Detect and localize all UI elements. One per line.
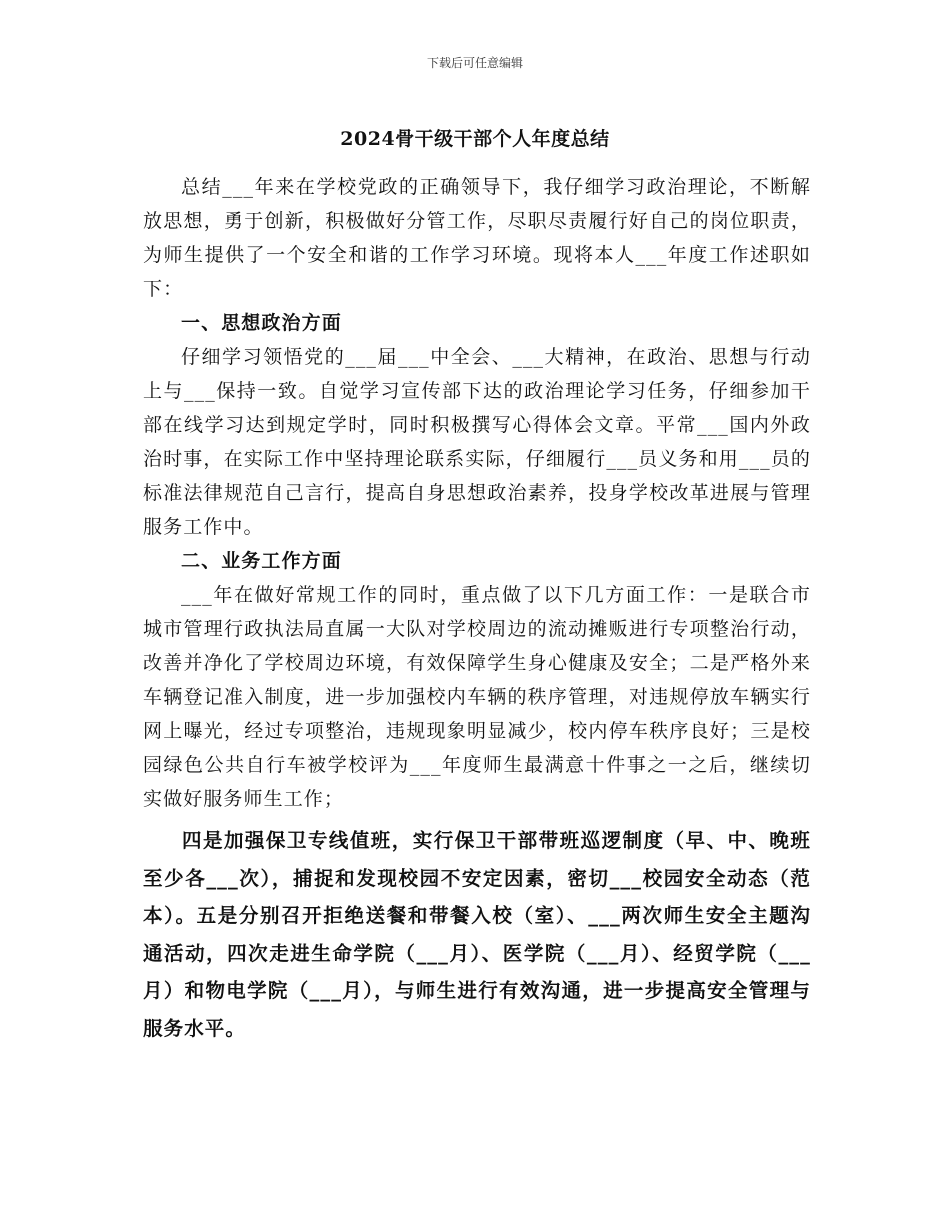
business-paragraph-bold: 四是加强保卫专线值班，实行保卫干部带班巡逻制度（早、中、晚班至少各___次），捕捉和发现校园不安定因素，密切___校园安全动态（范本）。五是分别召开拒绝送餐和带餐入校（室）、___两次师生安全主题沟通活动，四次走进生命学院（___月）、医学院（___月）、经贸学院（___月）和物电学院（___月），与师生进行有效沟通，进一步提高安全管理与服务水平。 (143, 829, 811, 1040)
intro-paragraph: 总结___年来在学校党政的正确领导下，我仔细学习政治理论，不断解放思想，勇于创新，积极做好分管工作，尽职尽责履行好自己的岗位职责，为师生提供了一个安全和谐的工作学习环境。现将本人___年度工作述职如下： (143, 176, 811, 300)
document-title: 2024骨干级干部个人年度总结 (340, 128, 610, 150)
section-heading-business: 二、业务工作方面 (181, 550, 342, 572)
page-header-note: 下载后可任意编辑 (426, 56, 523, 70)
business-paragraph: ___年在做好常规工作的同时，重点做了以下几方面工作：一是联合市城市管理行政执法局直属一大队对学校周边的流动摊贩进行专项整治行动，改善并净化了学校周边环境，有效保障学生身心健康及安全；二是严格外来车辆登记准入制度，进一步加强校内车辆的秩序管理，对违规停放车辆实行网上曝光，经过专项整治，违规现象明显减少，校内停车秩序良好；三是校园绿色公共自行车被学校评为___年度师生最满意十件事之一之后，继续切实做好服务师生工作； (143, 584, 811, 810)
section-heading-political: 一、思想政治方面 (181, 312, 342, 334)
document-body (143, 170, 811, 1047)
political-paragraph: 仔细学习领悟党的___届___中全会、___大精神，在政治、思想与行动上与___保持一致。自觉学习宣传部下达的政治理论学习任务，仔细参加干部在线学习达到规定学时，同时积极撰写心得体会文章。平常___国内外政治时事，在实际工作中坚持理论联系实际，仔细履行___员义务和用___员的标准法律规范自己言行，提高自身思想政治素养，投身学校改革进展与管理服务工作中。 (143, 346, 811, 538)
